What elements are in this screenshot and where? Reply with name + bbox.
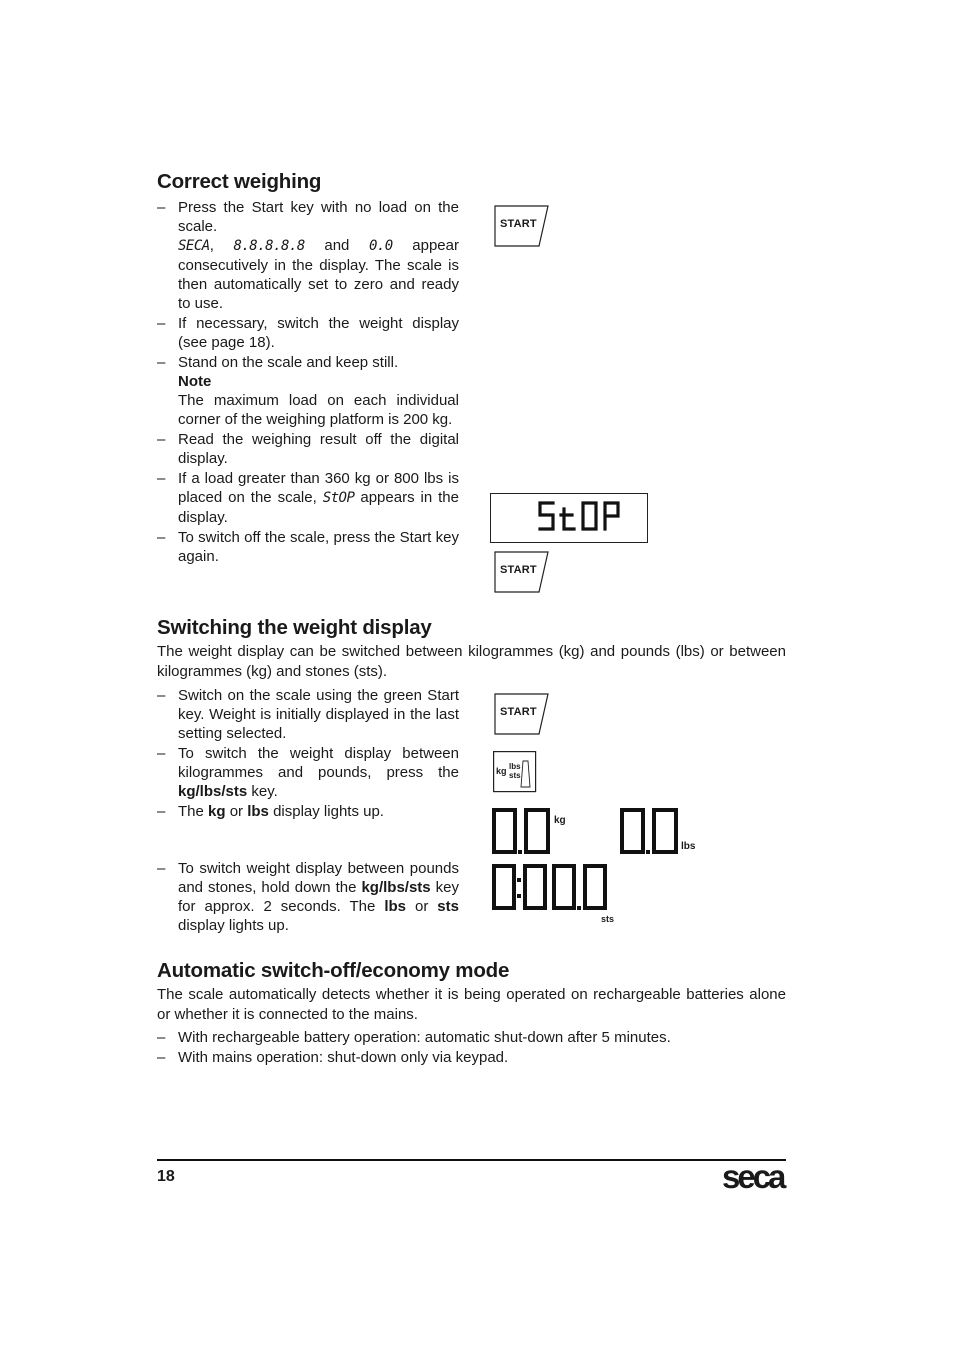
lbs-unit-label: lbs <box>681 841 696 852</box>
sts-unit-label: sts <box>601 914 615 924</box>
footer-rule <box>157 1159 786 1161</box>
switching-list <box>157 686 459 935</box>
list-item-continuation: SECA, 8.8.8.8.8 and 0.0 appear consecutively in the display. The scale is then automatically set to zero and ready to use. <box>178 237 459 312</box>
auto-switch-off-list <box>157 1028 786 1068</box>
switching-intro: The weight display can be switched between kilogrammes (kg) and pounds (lbs) or between kilogrammes (kg) and stones (sts). <box>157 643 786 680</box>
unit-key-lbs-label: lbs <box>509 762 521 771</box>
note-text: The maximum load on each individual corner of the weighing platform is 200 kg. <box>178 392 459 428</box>
unit-key-kg-label: kg <box>496 766 507 776</box>
stop-display-digits <box>491 494 647 542</box>
list-item: – Read the weighing result off the digital display. <box>157 430 459 468</box>
list-item: – If a load greater than 360 kg or 800 lbs is placed on the scale, StOP appears in the display. <box>157 469 459 527</box>
page-number: 18 <box>157 1168 175 1185</box>
section-title-correct-weighing: Correct weighing <box>157 170 322 193</box>
display-code-zero: 0.0 <box>368 238 393 254</box>
display-code-seca: SECA <box>178 238 210 254</box>
list-item: – Stand on the scale and keep still. <box>157 353 459 372</box>
start-key-icon: START <box>494 693 550 735</box>
note-label: Note <box>178 373 212 390</box>
list-item: – Press the Start key with no load on the scale. <box>157 198 459 236</box>
list-item: – With mains operation: shut-down only via keypad. <box>157 1048 786 1068</box>
auto-switch-off-intro: The scale automatically detects whether it is being operated on rechargeable batteries alone or whether it is connected to the mains. <box>157 986 786 1023</box>
start-key-icon: START <box>494 551 550 593</box>
kg-unit-label: kg <box>554 815 566 826</box>
display-sts <box>490 862 620 926</box>
list-item: – With rechargeable battery operation: automatic shut-down after 5 minutes. <box>157 1028 786 1048</box>
list-item: – If necessary, switch the weight display (see page 18). <box>157 314 459 352</box>
display-kg <box>490 806 580 858</box>
start-key-icon: START <box>494 205 550 247</box>
list-item: – To switch the weight display between kilogrammes and pounds, press the kg/lbs/sts key. <box>157 744 459 801</box>
seca-logo: seca <box>722 1158 784 1195</box>
section-title-auto-switch-off: Automatic switch-off/economy mode <box>157 959 510 982</box>
display-code-test: 8.8.8.8.8 <box>233 238 305 254</box>
list-item: – To switch off the scale, press the Start key again. <box>157 528 459 566</box>
unit-key-icon <box>493 751 537 793</box>
list-item: – To switch weight display between pounds and stones, hold down the kg/lbs/sts key for approx. 2 seconds. The lbs or sts display lights up. <box>157 859 459 935</box>
unit-key-sts-label: sts <box>509 771 521 780</box>
list-item: – Switch on the scale using the green Start key. Weight is initially displayed in the last setting selected. <box>157 686 459 743</box>
correct-weighing-list <box>157 198 459 566</box>
section-title-switching-display: Switching the weight display <box>157 616 432 639</box>
list-item: – The kg or lbs display lights up. <box>157 802 459 821</box>
display-code-stop: StOP <box>322 490 355 506</box>
stop-display <box>490 493 648 543</box>
display-lbs <box>618 806 708 858</box>
